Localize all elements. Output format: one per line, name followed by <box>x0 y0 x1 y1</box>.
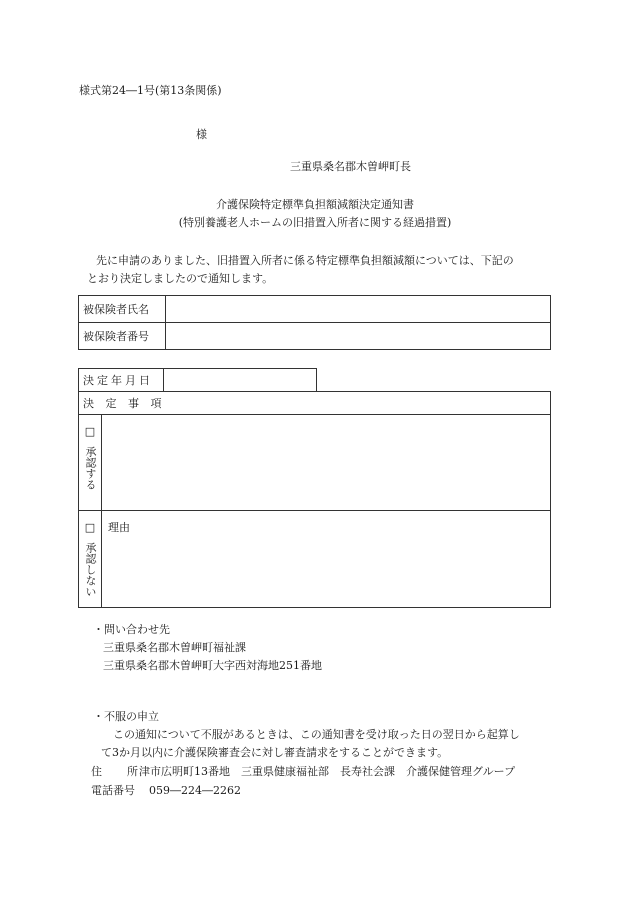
inquiry-heading: ・問い合わせ先 <box>93 623 170 636</box>
objection-phone <box>91 782 241 798</box>
objection-text-line2: て3か月以内に介護保険審査会に対し審査請求をすることができます。 <box>101 746 449 759</box>
objection-text-line1: この通知について不服があるときは、この通知書を受け取った日の翌日から起算し <box>113 728 520 741</box>
reject-label: 承認しない <box>84 542 97 597</box>
document-title: 介護保険特定標準負担額減額決定通知書 <box>216 198 414 211</box>
issuer: 三重県桑名郡木曽岬町長 <box>290 160 411 173</box>
reject-reason-label: 理由 <box>108 521 130 534</box>
decision-date-field[interactable] <box>164 369 317 392</box>
document-subtitle: (特別養護老人ホームの旧措置入所者に関する経過措置) <box>178 216 452 229</box>
lead-text-line2: とおり決定しましたので通知します。 <box>87 272 274 285</box>
decision-items-label: 決 定 事 項 <box>79 392 551 415</box>
insured-table <box>78 295 551 350</box>
form-number: 様式第24―1号(第13条関係) <box>79 84 222 97</box>
phone-label: 電話番号 <box>91 784 135 797</box>
insured-name-field[interactable] <box>166 296 551 323</box>
approve-cell <box>79 415 102 511</box>
decision-date-label: 決定年月日 <box>79 369 164 392</box>
reject-content[interactable] <box>102 511 551 608</box>
objection-heading: ・不服の申立 <box>93 710 159 723</box>
reject-cell <box>79 511 102 608</box>
decision-date-table <box>78 368 317 392</box>
inquiry-address: 三重県桑名郡木曽岬町大字西対海地251番地 <box>103 659 322 672</box>
address-label: 住 所 <box>91 765 139 778</box>
approve-label: 承認する <box>84 446 97 490</box>
addressee-suffix: 様 <box>196 128 207 141</box>
phone-value: 059―224―2262 <box>149 784 241 797</box>
decision-table <box>78 391 551 608</box>
insured-number-field[interactable] <box>166 323 551 350</box>
approve-content[interactable] <box>102 415 551 511</box>
inquiry-department: 三重県桑名郡木曽岬町福祉課 <box>103 641 246 654</box>
reject-checkbox[interactable]: □ <box>84 521 96 534</box>
insured-number-label: 被保険者番号 <box>79 323 166 350</box>
address-value: 津市広明町13番地 三重県健康福祉部 長寿社会課 介護保健管理グループ <box>139 765 516 778</box>
insured-name-label: 被保険者氏名 <box>79 296 166 323</box>
objection-address <box>91 763 515 779</box>
approve-checkbox[interactable]: □ <box>84 425 96 438</box>
lead-text-line1: 先に申請のありました、旧措置入所者に係る特定標準負担額減額については、下記の <box>96 254 514 267</box>
